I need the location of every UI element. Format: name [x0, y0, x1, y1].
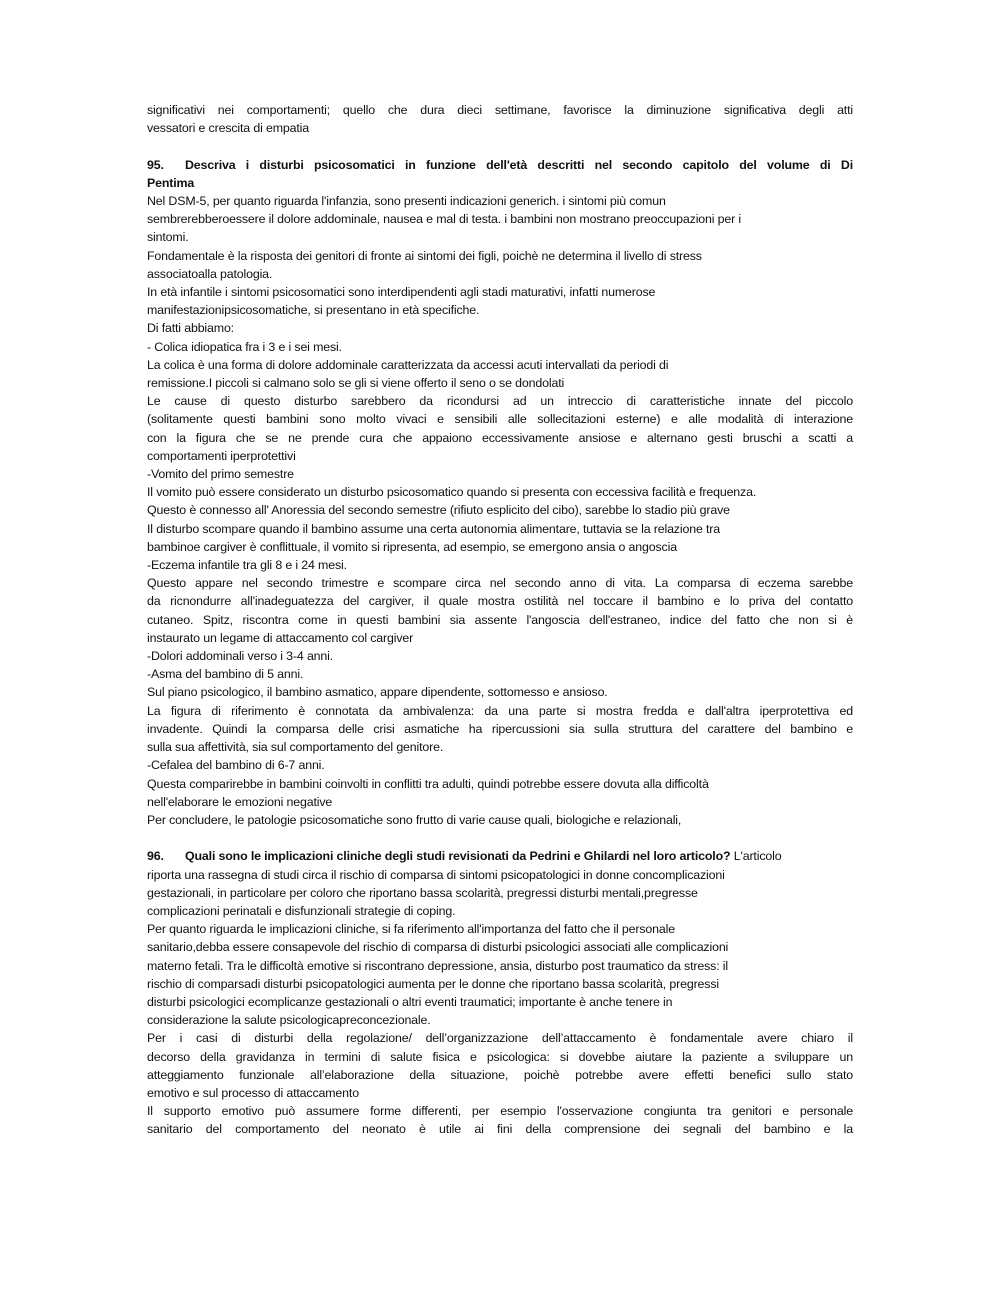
- text-line: La colica è una forma di dolore addominale caratterizzata da accessi acuti intervallati da periodi di: [147, 357, 669, 372]
- question-95-number: 95.: [147, 157, 164, 172]
- text-line: Questo appare nel secondo trimestre e scompare circa nel secondo anno di vita. La comparsa di eczema sarebbe: [147, 576, 853, 591]
- text-line: Questa comparirebbe in bambini coinvolti in conflitti tra adulti, quindi potrebbe essere dovuta alla difficoltà: [147, 776, 709, 791]
- question-96-answer: [147, 866, 853, 1139]
- paragraph-gap: [147, 829, 853, 847]
- text-line: Il vomito può essere considerato un disturbo psicosomatico quando si presenta con eccessiva facilità e frequenza.: [147, 485, 757, 500]
- text-line: -Eczema infantile tra gli 8 e i 24 mesi.: [147, 558, 347, 573]
- text-line: bambinoe cargiver è conflittuale, il vomito si ripresenta, ad esempio, se emergono ansia o angoscia: [147, 539, 677, 554]
- text-line: manifestazionipsicosomatiche, si presentano in età specifiche.: [147, 303, 480, 318]
- text-line: sanitario,debba essere consapevole del rischio di comparsa di disturbi psicologici associati alle complicazioni: [147, 940, 729, 955]
- text-line: -Vomito del primo semestre: [147, 467, 294, 482]
- text-line: La figura di riferimento è connotata da ambivalenza: da una parte si mostra fredda e dall'altra iperprotettiva ed: [147, 703, 853, 718]
- text-line: In età infantile i sintomi psicosomatici sono interdipendenti agli stadi maturativi, infatti numerose: [147, 285, 656, 300]
- document-page: [147, 101, 853, 1139]
- text-line: Sul piano psicologico, il bambino asmatico, appare dipendente, sottomesso e ansioso.: [147, 685, 608, 700]
- question-95: [147, 156, 853, 830]
- question-95-answer: [147, 192, 853, 829]
- text-line: da ricnondurre all'inadeguatezza del cargiver, il quale mostra ostilità nel toccare il bambino e lo priva del contatto: [147, 594, 853, 609]
- text-line: - Colica idiopatica fra i 3 e i sei mesi.: [147, 339, 342, 354]
- text-line: con la figura che se ne prende cura che appaiono eccessivamente ansiose e alternano gesti bruschi a scatti a: [147, 430, 853, 445]
- text-line: sanitario del comportamento del neonato è utile ai fini della comprensione dei segnali del bambino e la: [147, 1122, 853, 1137]
- text-line: nell'elaborare le emozioni negative: [147, 794, 333, 809]
- text-line: comportamenti iperprotettivi: [147, 448, 296, 463]
- question-96-heading-text: Quali sono le implicazioni cliniche degli studi revisionati da Pedrini e Ghilardi nel loro articolo?: [185, 849, 731, 864]
- text-line: -Dolori addominali verso i 3-4 anni.: [147, 649, 334, 664]
- question-96: [147, 847, 853, 1138]
- text-line: gestazionali, in particolare per coloro che riportano bassa scolarità, pregressi disturbi mentali,pregresse: [147, 885, 698, 900]
- paragraph-gap: [147, 137, 853, 155]
- question-95-heading-line-2: Pentima: [147, 175, 195, 190]
- text-line: cutaneo. Spitz, riscontra come in questi bambini sia assente l'angoscia dell'estraneo, indice del fatto che non si è: [147, 612, 853, 627]
- text-line: sintomi.: [147, 230, 189, 245]
- question-96-number: 96.: [147, 849, 164, 864]
- text-line: Di fatti abbiamo:: [147, 321, 234, 336]
- text-line: vessatori e crescita di empatia: [147, 121, 310, 136]
- text-line: emotivo e sul processo di attaccamento: [147, 1085, 359, 1100]
- text-line: Le cause di questo disturbo sarebbero da ricondursi ad un intreccio di caratteristiche innate del piccolo: [147, 394, 853, 409]
- text-line: decorso della gravidanza in termini di salute fisica e psicologica: si dovebbe aiutare la paziente a sviluppare un: [147, 1049, 853, 1064]
- text-line: disturbi psicologici ecomplicanze gestazionali o altri eventi traumatici; importante è anche tenere in: [147, 994, 673, 1009]
- text-line: invadente. Quindi la comparsa delle crisi asmatiche ha ripercussioni sia sulla struttura del carattere del bambino e: [147, 721, 853, 736]
- text-line: rischio di comparsadi disturbi psicopatologici aumenta per le donne che riportano bassa scolarità, pregressi: [147, 976, 719, 991]
- question-95-heading-line: [147, 156, 853, 174]
- text-line: riporta una rassegna di studi circa il rischio di comparsa di sintomi psicopatologici in donne concomplicazioni: [147, 867, 725, 882]
- text-line: complicazioni perinatali e disfunzionali strategie di coping.: [147, 903, 456, 918]
- text-line: -Cefalea del bambino di 6-7 anni.: [147, 758, 325, 773]
- question-96-heading-line: [147, 847, 853, 865]
- text-line: sulla sua affettività, sia sul comportamento del genitore.: [147, 740, 444, 755]
- text-line: Per i casi di disturbi della regolazione/ dell’organizzazione dell’attaccamento è fondamentale avere chiaro il: [147, 1031, 853, 1046]
- text-line: Nel DSM-5, per quanto riguarda l'infanzia, sono presenti indicazioni generich. i sintomi più comun: [147, 194, 666, 208]
- intro-paragraph: [147, 101, 853, 137]
- text-line: instaurato un legame di attaccamento col cargiver: [147, 630, 414, 645]
- text-line: -Asma del bambino di 5 anni.: [147, 667, 304, 682]
- text-line: Il disturbo scompare quando il bambino assume una certa autonomia alimentare, tuttavia se la relazione tra: [147, 521, 720, 536]
- text-line: considerazione la salute psicologicapreconcezionale.: [147, 1013, 431, 1028]
- text-line: (solitamente questi bambini sono molto vivaci e sensibili alle sollecitazioni esterne) e alle modalità di interazione: [147, 412, 853, 427]
- question-96-heading-tail: L'articolo: [730, 849, 782, 864]
- text-line: significativi nei comportamenti; quello che dura dieci settimane, favorisce la diminuzione significativa degli atti: [147, 103, 853, 117]
- text-line: remissione.I piccoli si calmano solo se gli si viene offerto il seno o se dondolati: [147, 376, 565, 391]
- text-line: Fondamentale è la risposta dei genitori di fronte ai sintomi dei figli, poichè ne determina il livello di stress: [147, 248, 702, 263]
- text-line: Questo è connesso all' Anoressia del secondo semestre (rifiuto esplicito del cibo), sarebbe lo stadio più grave: [147, 503, 730, 518]
- question-95-heading-text: Descriva i disturbi psicosomatici in funzione dell'età descritti nel secondo capitolo del volume di Di: [185, 157, 853, 172]
- text-line: associatoalla patologia.: [147, 266, 273, 281]
- text-line: atteggiamento funzionale all’elaborazione della situazione, poichè potrebbe avere effetti benefici sullo stato: [147, 1067, 853, 1082]
- text-line: Il supporto emotivo può assumere forme differenti, per esempio l'osservazione congiunta tra genitori e personale: [147, 1104, 853, 1119]
- text-line: Per concludere, le patologie psicosomatiche sono frutto di varie cause quali, biologiche e relazionali,: [147, 812, 682, 827]
- text-line: sembrerebberoessere il dolore addominale, nausea e mal di testa. i bambini non mostrano preoccupazioni per i: [147, 212, 742, 227]
- text-line: materno fetali. Tra le difficoltà emotive si riscontrano depressione, ansia, disturbo post traumatico da stress: il: [147, 958, 728, 973]
- text-line: Per quanto riguarda le implicazioni cliniche, si fa riferimento all'importanza del fatto che il personale: [147, 922, 675, 937]
